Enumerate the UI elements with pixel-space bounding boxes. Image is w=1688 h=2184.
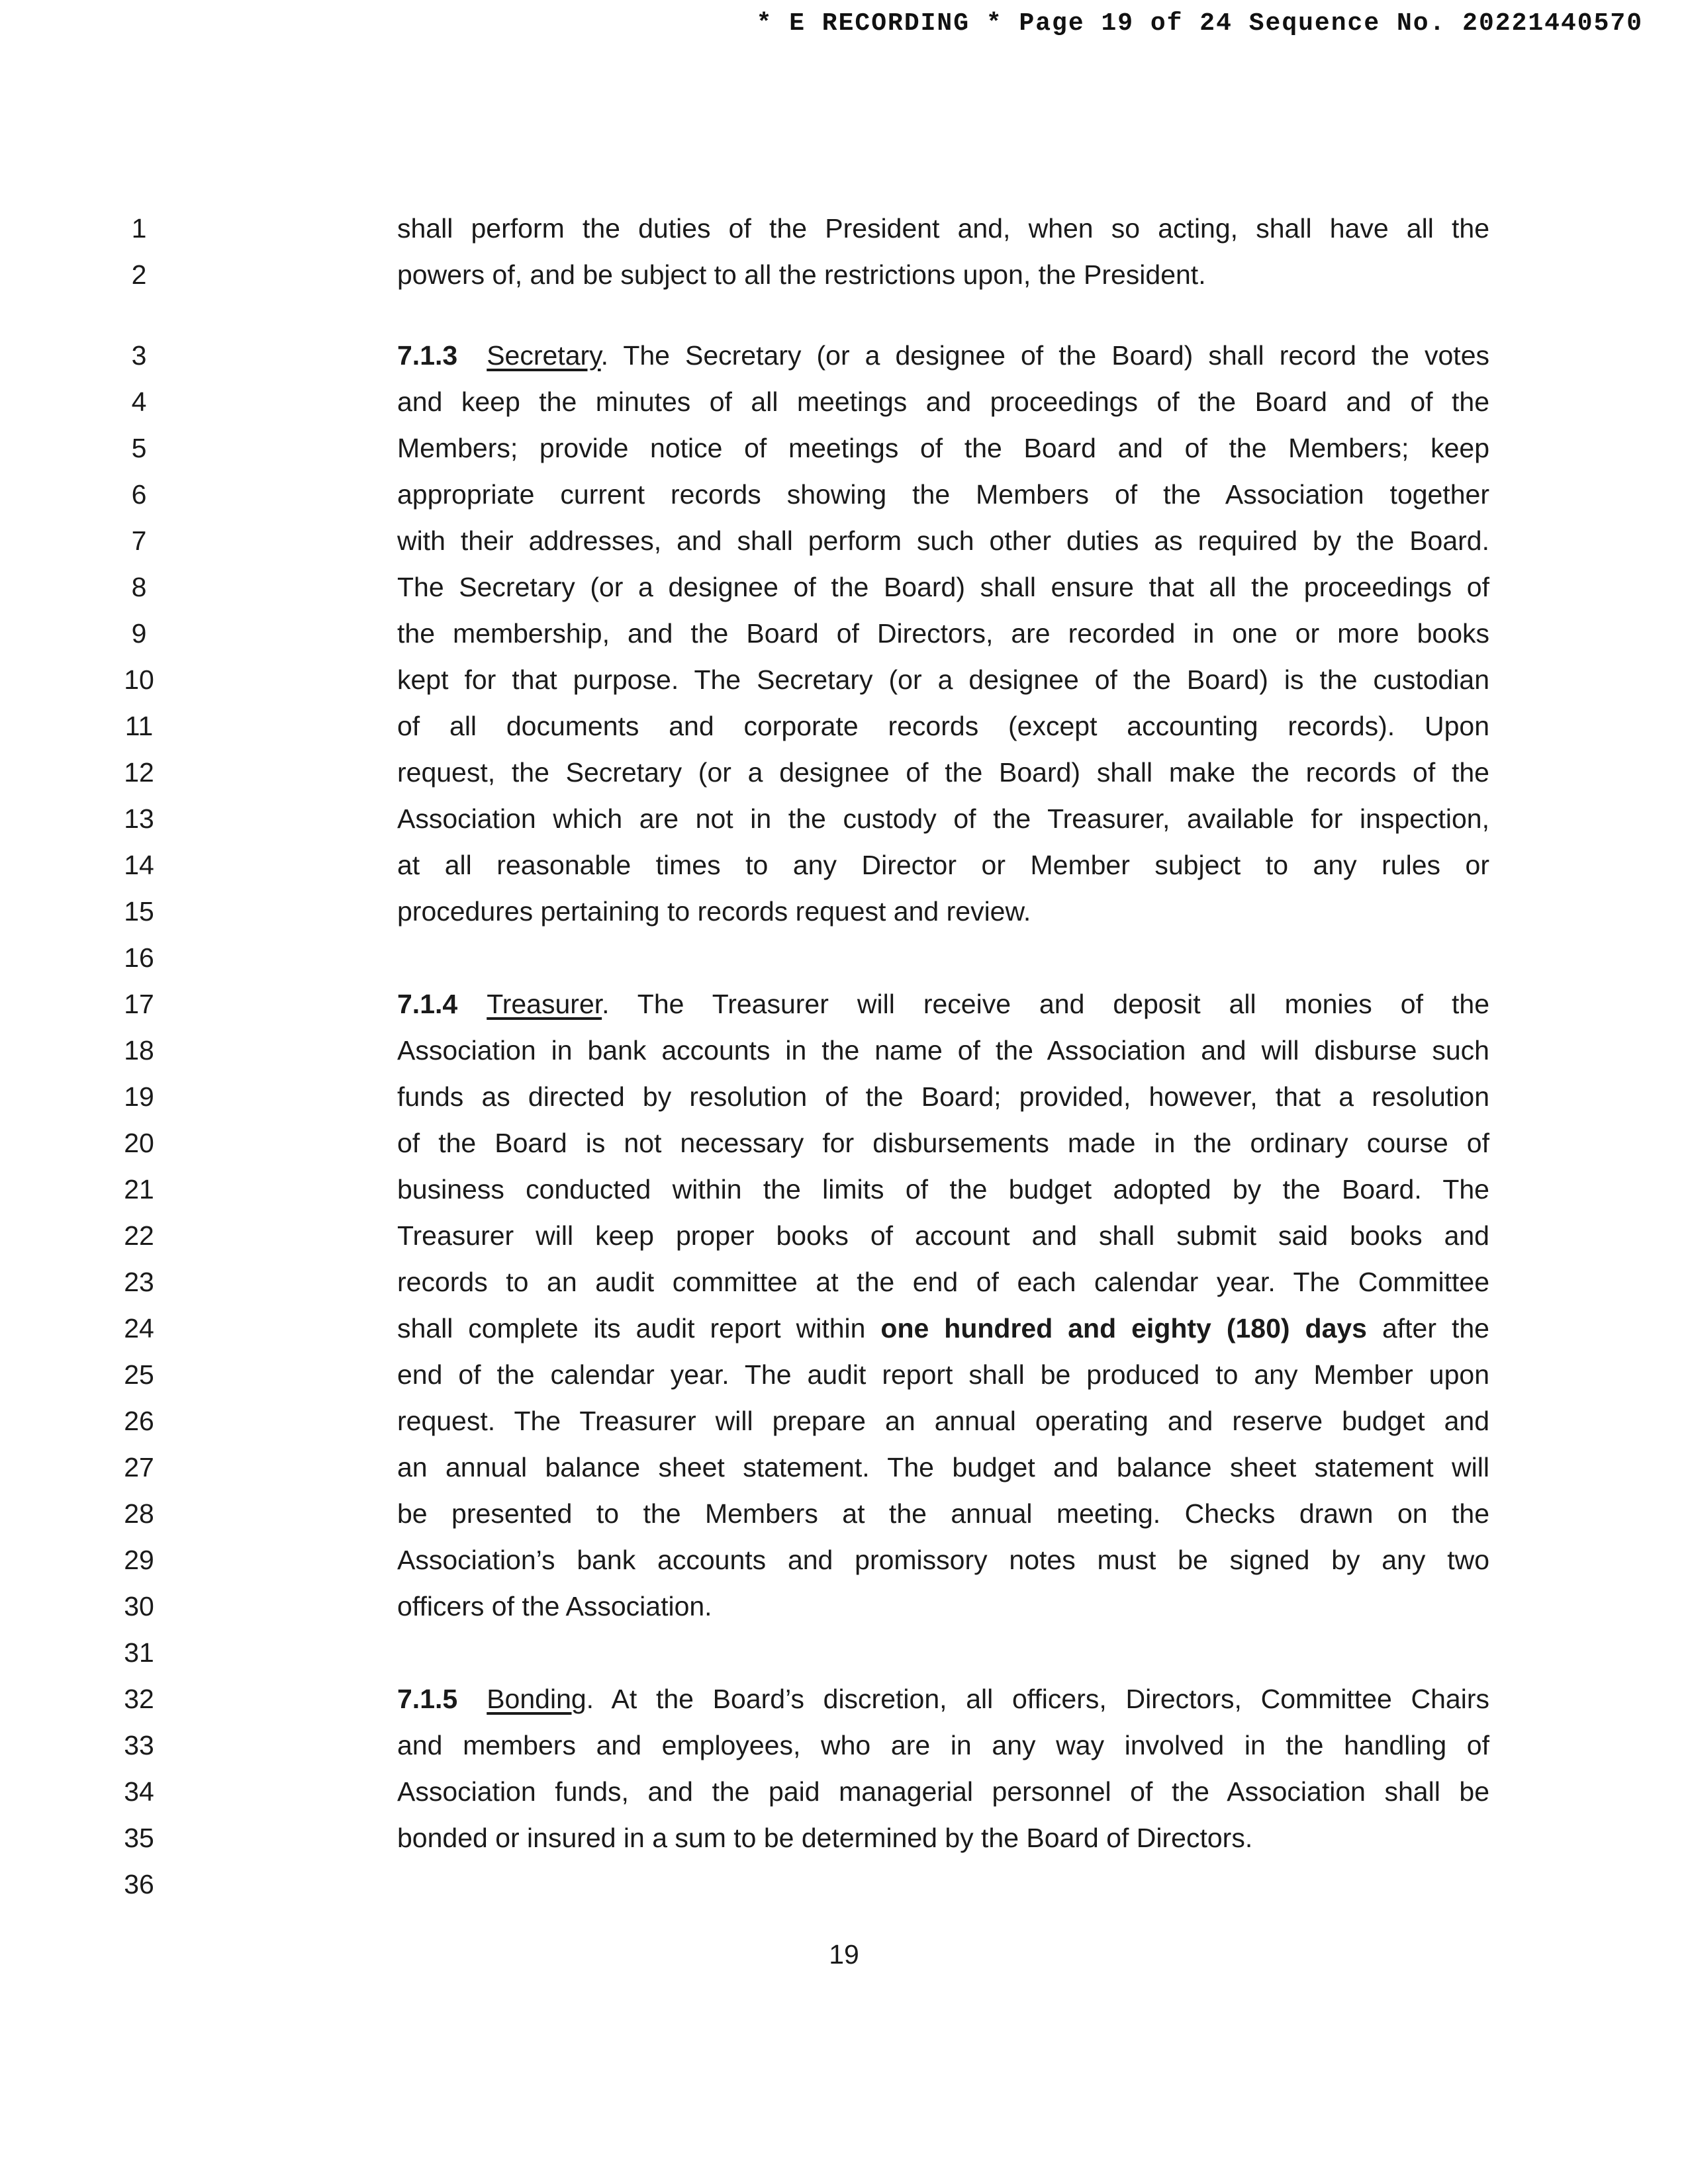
section-title: Secretary bbox=[487, 340, 601, 371]
line-text: shall perform the duties of the President and, when so acting, shall have all the bbox=[397, 213, 1489, 244]
text-line bbox=[0, 1537, 1688, 1583]
line-text: of the Board is not necessary for disbursements made in the ordinary course of bbox=[397, 1128, 1489, 1158]
text-line bbox=[0, 1815, 1688, 1861]
line-number: 5 bbox=[131, 433, 147, 463]
text-line bbox=[0, 1166, 1688, 1212]
text-line bbox=[0, 1073, 1688, 1120]
text-line bbox=[0, 1120, 1688, 1166]
line-number: 9 bbox=[131, 618, 147, 649]
text-line bbox=[0, 1861, 1688, 1907]
section-heading-secretary bbox=[397, 332, 1489, 379]
text-line bbox=[0, 1676, 1688, 1722]
line-number: 35 bbox=[124, 1823, 154, 1853]
line-number: 28 bbox=[124, 1498, 154, 1529]
text-line bbox=[0, 379, 1688, 425]
text-line bbox=[0, 1583, 1688, 1629]
text-line bbox=[0, 205, 1688, 251]
text-line bbox=[0, 471, 1688, 518]
line-text: request, the Secretary (or a designee of the Board) shall make the records of the bbox=[397, 757, 1489, 788]
section-number: 7.1.3 bbox=[397, 340, 458, 371]
line-number: 22 bbox=[124, 1220, 154, 1251]
line-number: 11 bbox=[124, 711, 154, 741]
line-text: powers of, and be subject to all the restrictions upon, the President. bbox=[397, 259, 1206, 290]
section-title: Treasurer bbox=[487, 989, 602, 1019]
text-line bbox=[0, 1027, 1688, 1073]
line-text: Association’s bank accounts and promissory notes must be signed by any two bbox=[397, 1545, 1489, 1575]
text-line bbox=[0, 657, 1688, 703]
text-line bbox=[0, 251, 1688, 298]
line-number: 34 bbox=[124, 1776, 154, 1807]
text-line bbox=[0, 1351, 1688, 1398]
section-title: Bonding bbox=[487, 1684, 586, 1714]
line-text: procedures pertaining to records request and review. bbox=[397, 896, 1031, 927]
line-number: 24 bbox=[124, 1313, 154, 1343]
line-text: officers of the Association. bbox=[397, 1591, 712, 1621]
text-line bbox=[0, 610, 1688, 657]
line-number: 20 bbox=[124, 1128, 154, 1158]
line-text: request. The Treasurer will prepare an annual operating and reserve budget and bbox=[397, 1406, 1489, 1436]
line-text: business conducted within the limits of the budget adopted by the Board. The bbox=[397, 1174, 1489, 1205]
line-text: Treasurer will keep proper books of account and shall submit said books and bbox=[397, 1220, 1489, 1251]
line-text-mixed bbox=[397, 1305, 1489, 1351]
line-number: 17 bbox=[124, 989, 154, 1019]
text-line bbox=[0, 518, 1688, 564]
line-number: 29 bbox=[124, 1545, 154, 1575]
line-text: and members and employees, who are in any way involved in the handling of bbox=[397, 1730, 1489, 1760]
line-number: 21 bbox=[124, 1174, 154, 1205]
page-number: 19 bbox=[829, 1939, 859, 1970]
line-text: and keep the minutes of all meetings and proceedings of the Board and of the bbox=[397, 387, 1489, 417]
section-number: 7.1.4 bbox=[397, 989, 458, 1019]
line-text: . The Secretary (or a designee of the Board) shall record the votes bbox=[600, 340, 1489, 371]
line-text: . The Treasurer will receive and deposit all monies of the bbox=[602, 989, 1489, 1019]
line-number: 10 bbox=[124, 664, 154, 695]
text-line bbox=[0, 1305, 1688, 1351]
section-heading-bonding bbox=[397, 1676, 1489, 1722]
text-line bbox=[0, 332, 1688, 379]
recording-header: * E RECORDING * Page 19 of 24 Sequence No. 20221440570 bbox=[756, 9, 1643, 38]
section-number: 7.1.5 bbox=[397, 1684, 458, 1714]
line-text: bonded or insured in a sum to be determined by the Board of Directors. bbox=[397, 1823, 1253, 1853]
line-number: 4 bbox=[131, 387, 147, 417]
line-number: 14 bbox=[124, 850, 154, 880]
line-text: Association funds, and the paid managerial personnel of the Association shall be bbox=[397, 1776, 1489, 1807]
text-line bbox=[0, 749, 1688, 796]
line-text: be presented to the Members at the annual meeting. Checks drawn on the bbox=[397, 1498, 1489, 1529]
text-line bbox=[0, 425, 1688, 471]
line-number: 32 bbox=[124, 1684, 154, 1714]
line-number: 15 bbox=[124, 896, 154, 927]
line-text: shall complete its audit report within bbox=[397, 1313, 881, 1343]
line-number: 25 bbox=[124, 1359, 154, 1390]
line-text: . At the Board’s discretion, all officers, Directors, Committee Chairs bbox=[586, 1684, 1489, 1714]
text-line bbox=[0, 1444, 1688, 1490]
text-line bbox=[0, 842, 1688, 888]
line-text: records to an audit committee at the end of each calendar year. The Committee bbox=[397, 1267, 1489, 1297]
line-number: 16 bbox=[124, 942, 154, 973]
line-number: 13 bbox=[124, 803, 154, 834]
line-number: 2 bbox=[131, 259, 147, 290]
text-line bbox=[0, 981, 1688, 1027]
line-number: 1 bbox=[131, 213, 147, 244]
line-text: funds as directed by resolution of the Board; provided, however, that a resolution bbox=[397, 1081, 1489, 1112]
text-line bbox=[0, 1398, 1688, 1444]
text-line bbox=[0, 1722, 1688, 1768]
line-text: The Secretary (or a designee of the Board) shall ensure that all the proceedings of bbox=[397, 572, 1489, 602]
line-number: 23 bbox=[124, 1267, 154, 1297]
line-text: an annual balance sheet statement. The budget and balance sheet statement will bbox=[397, 1452, 1489, 1482]
line-number: 12 bbox=[124, 757, 154, 788]
line-text: the membership, and the Board of Directors, are recorded in one or more books bbox=[397, 618, 1489, 649]
line-text: Members; provide notice of meetings of the Board and of the Members; keep bbox=[397, 433, 1489, 463]
line-text: kept for that purpose. The Secretary (or a designee of the Board) is the custodian bbox=[397, 664, 1489, 695]
text-line bbox=[0, 1768, 1688, 1815]
line-number: 33 bbox=[124, 1730, 154, 1760]
line-number: 26 bbox=[124, 1406, 154, 1436]
bold-term: one hundred and eighty (180) days bbox=[880, 1313, 1367, 1343]
line-number: 7 bbox=[131, 525, 147, 556]
line-number: 36 bbox=[124, 1869, 154, 1899]
line-text: Association in bank accounts in the name of the Association and will disburse such bbox=[397, 1035, 1489, 1066]
text-line bbox=[0, 564, 1688, 610]
text-line bbox=[0, 1259, 1688, 1305]
section-heading-treasurer bbox=[397, 981, 1489, 1027]
line-number: 6 bbox=[131, 479, 147, 510]
text-line bbox=[0, 796, 1688, 842]
line-text: at all reasonable times to any Director or Member subject to any rules or bbox=[397, 850, 1489, 880]
line-text: with their addresses, and shall perform such other duties as required by the Board. bbox=[397, 525, 1489, 556]
line-text: appropriate current records showing the Members of the Association together bbox=[397, 479, 1489, 510]
line-number: 8 bbox=[131, 572, 147, 602]
text-line bbox=[0, 703, 1688, 749]
line-number: 30 bbox=[124, 1591, 154, 1621]
line-text: after the bbox=[1366, 1313, 1489, 1343]
line-text: end of the calendar year. The audit report shall be produced to any Member upon bbox=[397, 1359, 1489, 1390]
line-text: of all documents and corporate records (except accounting records). Upon bbox=[397, 711, 1489, 741]
text-line bbox=[0, 1629, 1688, 1676]
text-line bbox=[0, 1490, 1688, 1537]
line-number: 19 bbox=[124, 1081, 154, 1112]
line-text: Association which are not in the custody of the Treasurer, available for inspection, bbox=[397, 803, 1489, 834]
text-line bbox=[0, 1212, 1688, 1259]
line-number: 31 bbox=[124, 1637, 154, 1668]
text-line bbox=[0, 888, 1688, 934]
line-number: 27 bbox=[124, 1452, 154, 1482]
line-number: 18 bbox=[124, 1035, 154, 1066]
line-number: 3 bbox=[131, 340, 147, 371]
text-line bbox=[0, 934, 1688, 981]
